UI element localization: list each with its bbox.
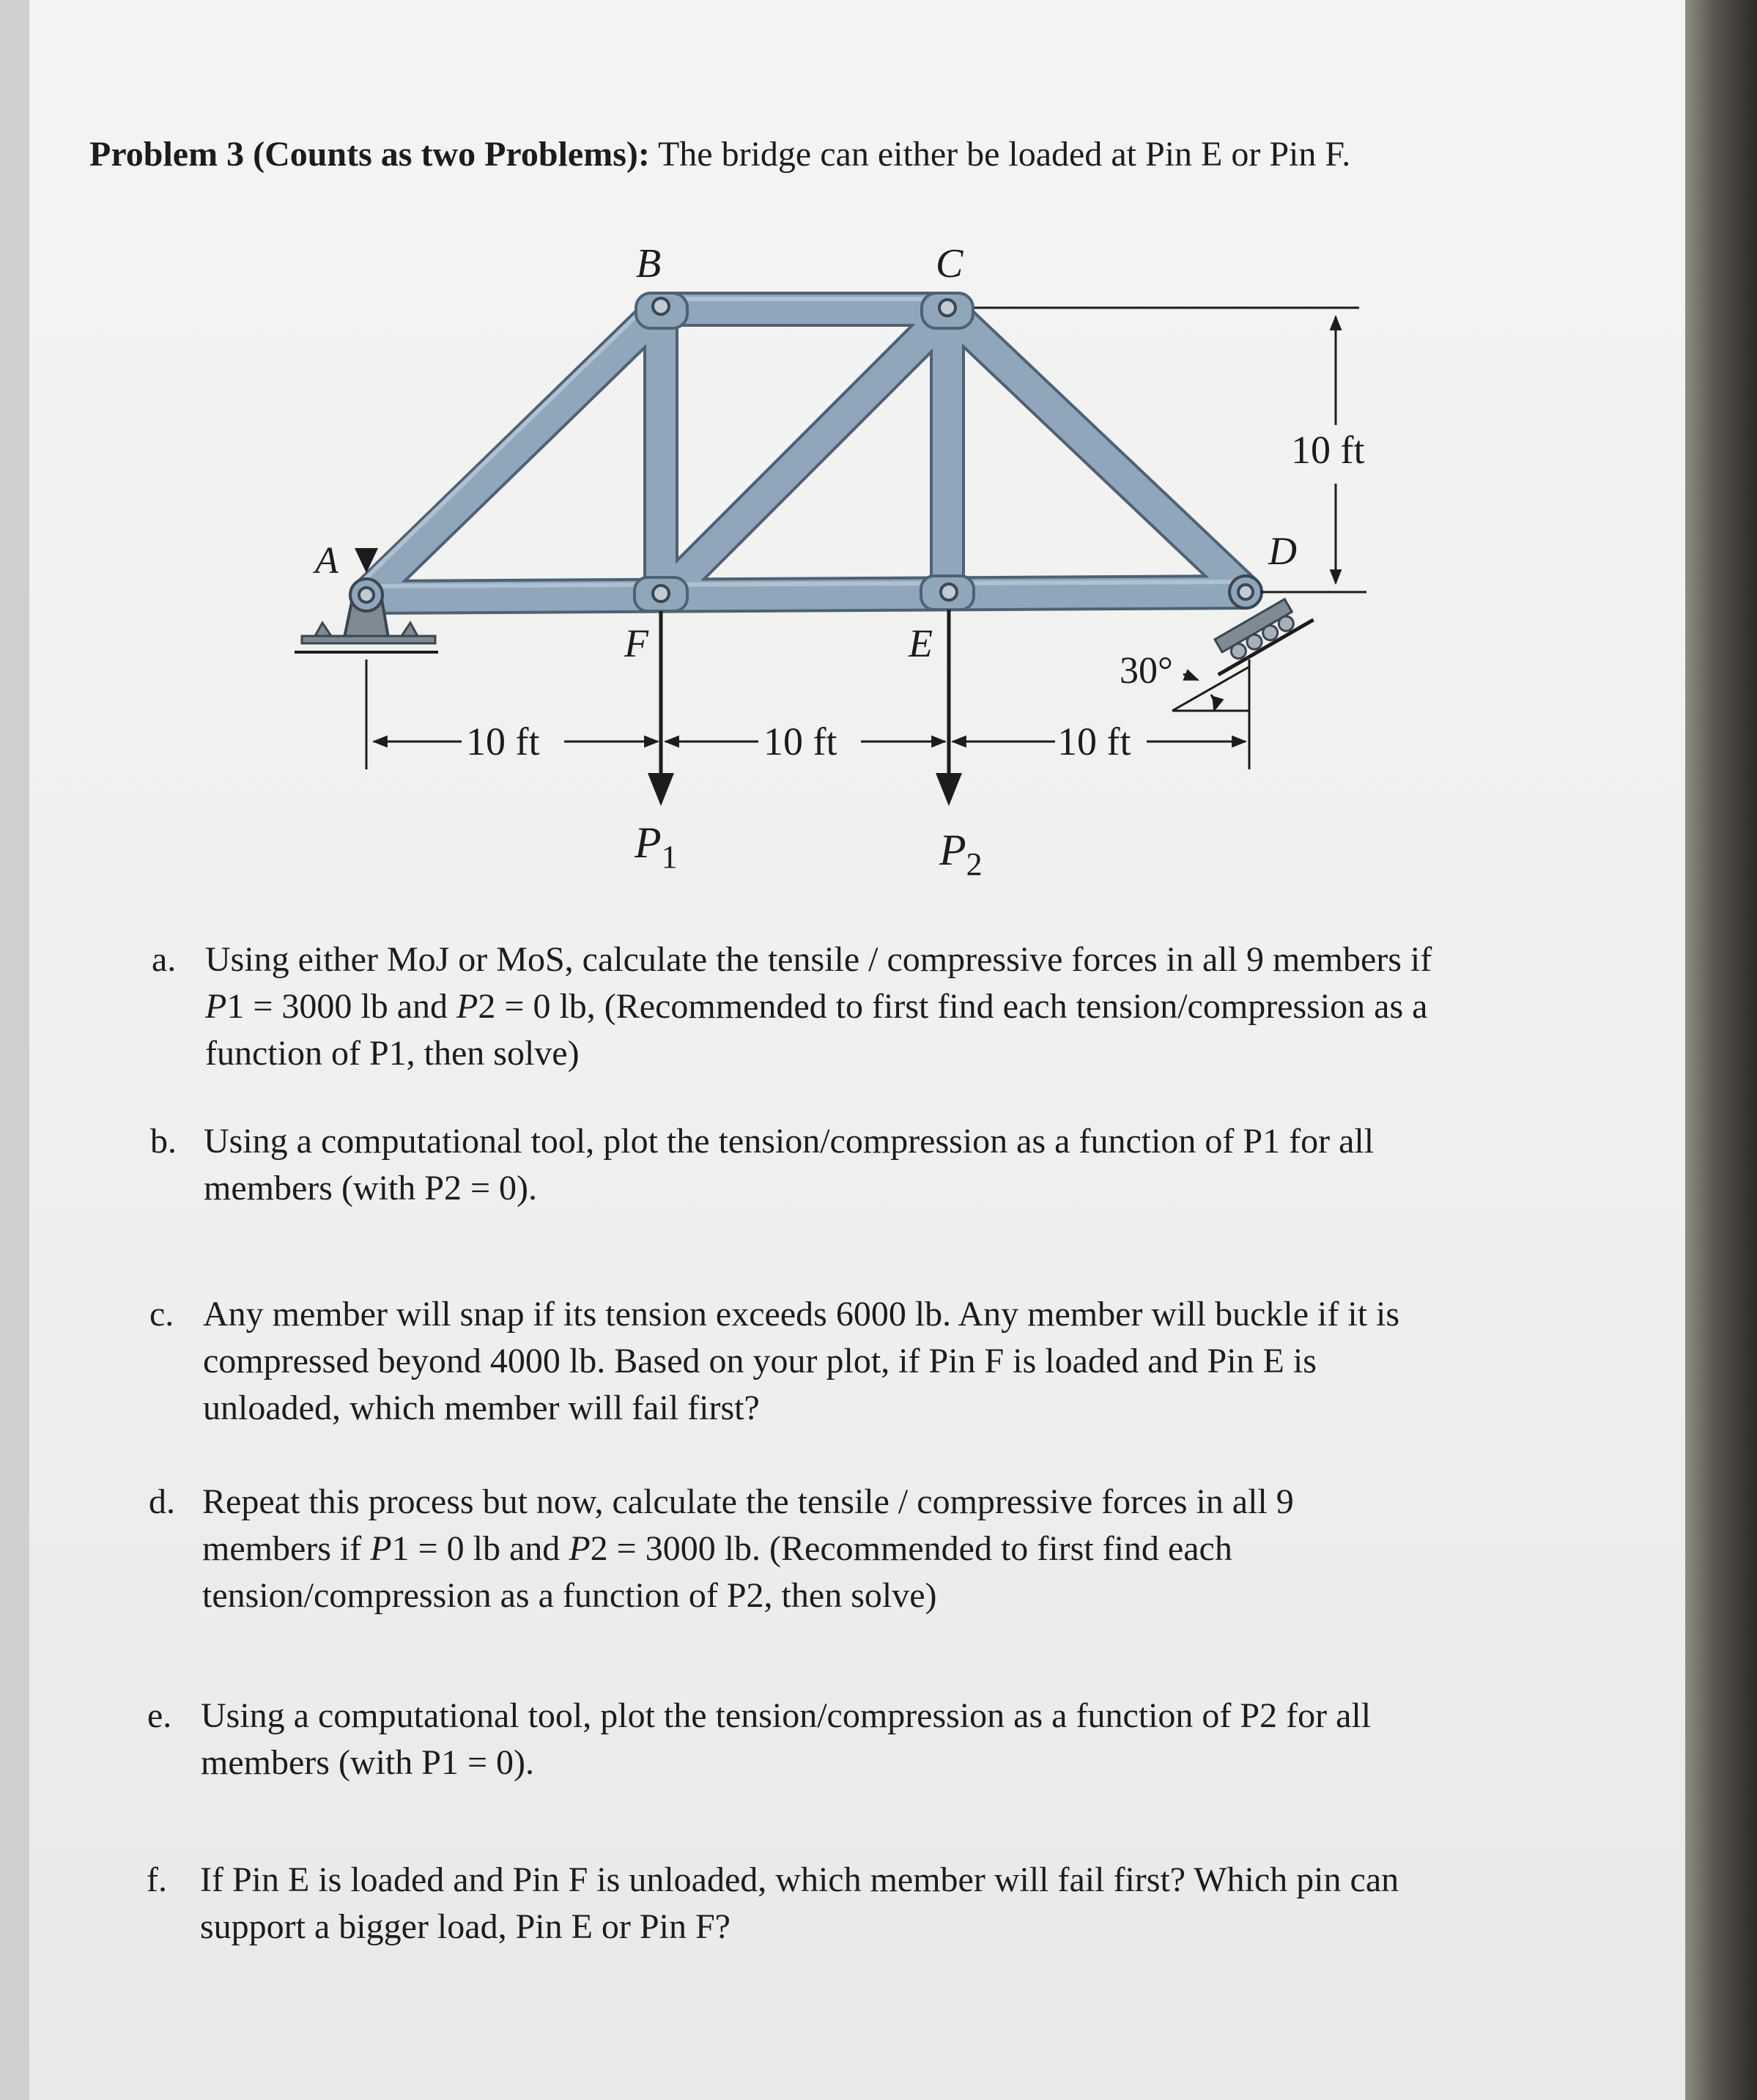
question-a-line-1: Using either MoJ or MoS, calculate the tensile / compressive forces in all 9 members if [205,940,1432,979]
pin-b [653,298,669,314]
label-f: F [624,621,648,665]
label-b: B [636,241,662,286]
question-e-line-1: Using a computational tool, plot the tension/compression as a function of P2 for all [201,1696,1372,1735]
dim-height: 10 ft [1291,428,1365,472]
question-marker: b. [150,1122,177,1161]
problem-title: Problem 3 (Counts as two Problems): [89,135,650,174]
question-b-line-2: members (with P2 = 0). [204,1169,538,1208]
label-e: E [909,621,933,665]
pin-c [939,300,955,316]
load-p1-arrow [648,773,674,806]
question-d-line-1: Repeat this process but now, calculate the tensile / compressive forces in all 9 [202,1482,1294,1521]
dim-span-1: 10 ft [466,720,540,764]
truss-diagram [0,0,1757,923]
pin-e [941,584,957,600]
problem-intro: The bridge can either be loaded at Pin E or Pin F. [657,135,1351,174]
dim-span-3: 10 ft [1057,720,1131,764]
label-p1: $P_1$ [635,818,678,875]
load-p2-arrow [936,773,962,806]
question-d-line-2: members if P1 = 0 lb and P2 = 3000 lb. (Recommended to first find each [202,1529,1232,1568]
question-marker: d. [149,1482,175,1521]
question-b-line-1: Using a computational tool, plot the tension/compression as a function of P1 for all [204,1122,1375,1161]
question-marker: e. [147,1696,172,1735]
label-d: D [1268,529,1297,573]
question-d-line-3: tension/compression as a function of P2, then solve) [202,1576,937,1615]
question-e-line-2: members (with P1 = 0). [201,1743,535,1782]
question-c-line-1: Any member will snap if its tension exceeds 6000 lb. Any member will buckle if it is [203,1295,1400,1334]
dim-angle: 30° [1120,650,1173,692]
question-marker: f. [147,1860,167,1899]
question-marker: a. [152,940,177,979]
question-marker: c. [149,1295,174,1334]
label-a: A [315,540,339,582]
label-p2: $P_2$ [939,826,983,882]
truss-members [358,299,1246,597]
dim-span-2: 10 ft [763,720,837,764]
question-f-line-2: support a bigger load, Pin E or Pin F? [200,1907,730,1946]
label-c: C [936,241,963,286]
question-a-line-3: function of P1, then solve) [205,1034,580,1073]
pin-f [653,585,669,602]
question-c-line-3: unloaded, which member will fail first? [203,1389,760,1427]
question-f-line-1: If Pin E is loaded and Pin F is unloaded, which member will fail first? Which pin can [200,1860,1399,1899]
question-c-line-2: compressed beyond 4000 lb. Based on your plot, if Pin F is loaded and Pin E is [203,1342,1317,1380]
question-a-line-2: P1 = 3000 lb and P2 = 0 lb, (Recommended to first find each tension/compression as a [205,987,1428,1026]
